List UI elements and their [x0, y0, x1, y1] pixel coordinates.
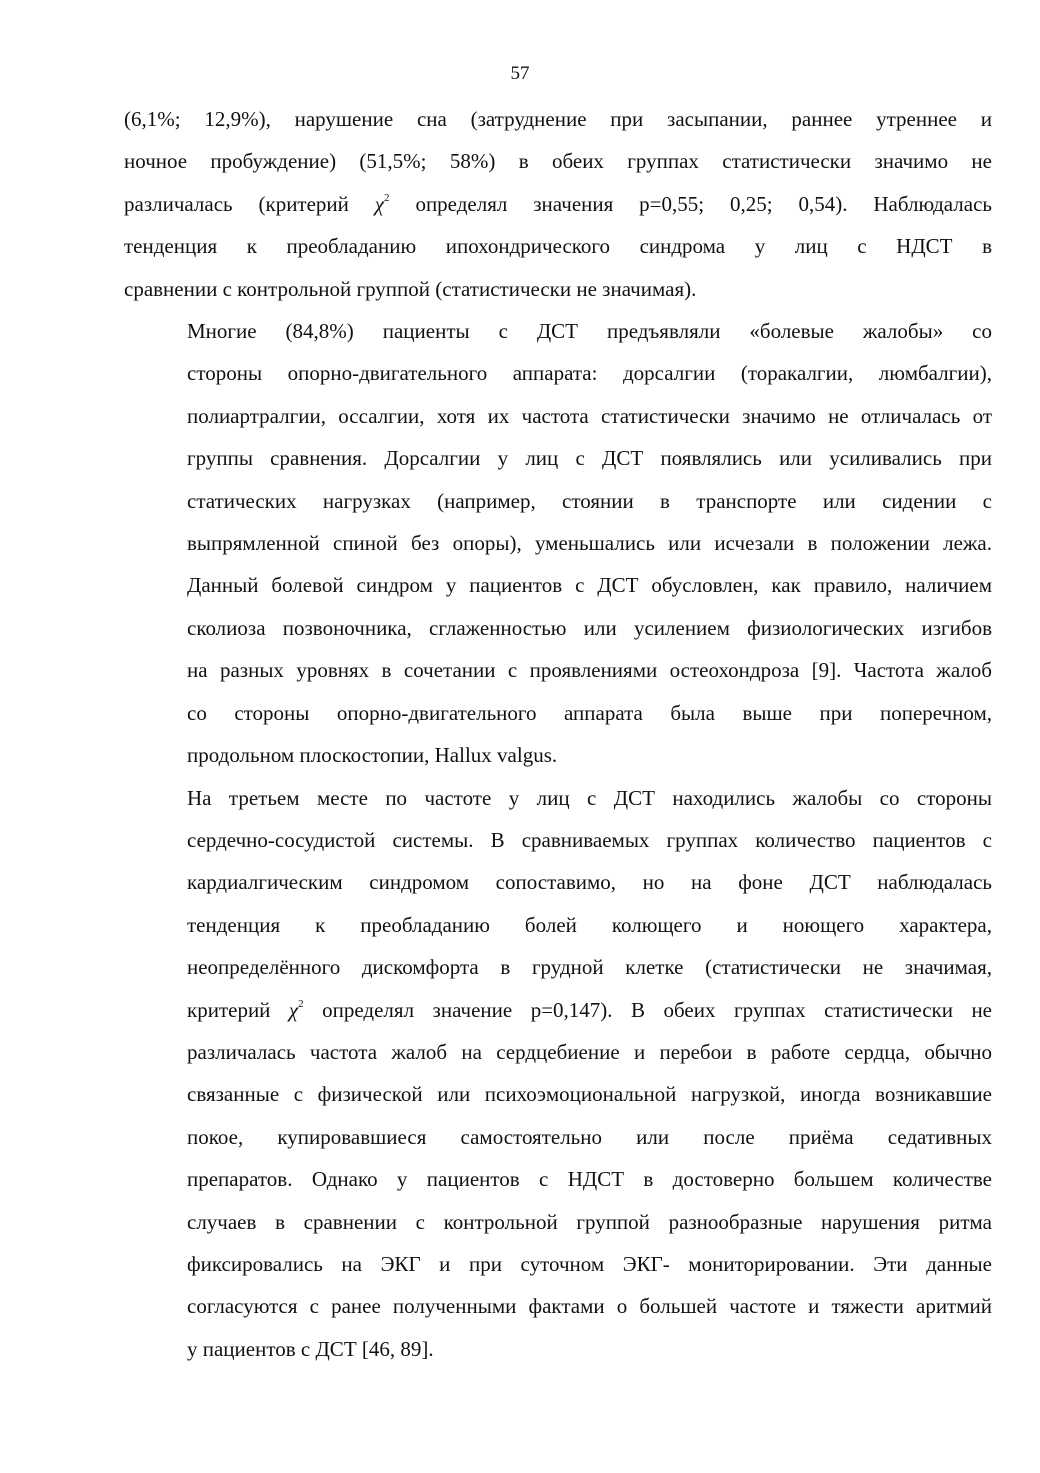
text-line: препаратов. Однако у пациентов с НДСТ в достоверно большем количестве — [187, 1167, 992, 1192]
text-line: сердечно-сосудистой системы. В сравниваемых группах количество пациентов с — [187, 827, 992, 852]
text-line: Данный болевой синдром у пациентов с ДСТ обусловлен, как правило, наличием — [187, 573, 992, 598]
text-line: фиксировались на ЭКГ и при суточном ЭКГ- мониторировании. Эти данные — [187, 1251, 992, 1276]
text-line: полиартралгии, оссалгии, хотя их частота статистически значимо не отличалась от — [187, 403, 992, 428]
paragraph-musculoskeletal-complaints — [124, 310, 992, 776]
superscript-exponent: 2 — [298, 997, 304, 1010]
text-line: статических нагрузках (например, стоянии в транспорте или сидении с — [187, 488, 992, 513]
text-line: тенденция к преобладанию ипохондрического синдрома у лиц с НДСТ в — [124, 234, 992, 259]
text-line: на разных уровнях в сочетании с проявлениями остеохондроза [9]. Частота жалоб — [187, 658, 992, 683]
paragraph-cardiovascular-complaints — [124, 777, 992, 1371]
text-line: покое, купировавшиеся самостоятельно или после приёма седативных — [187, 1124, 992, 1149]
text-line: со стороны опорно-двигательного аппарата была выше при поперечном, — [187, 700, 992, 725]
text-line: тенденция к преобладанию болей колющего и ноющего характера, — [187, 912, 992, 937]
text-line: ночное пробуждение) (51,5%; 58%) в обеих группах статистически значимо не — [124, 149, 992, 174]
text-line — [124, 989, 992, 1031]
page-body — [124, 98, 992, 1370]
text-line: стороны опорно-двигательного аппарата: дорсалгии (торакалгии, люмбалгии), — [187, 361, 992, 386]
text-line: На третьем месте по частоте у лиц с ДСТ находились жалобы со стороны — [187, 785, 992, 810]
page-number: 57 — [510, 63, 530, 84]
paragraph-psychological-complaints — [124, 98, 992, 310]
text-line: (6,1%; 12,9%), нарушение сна (затруднение при засыпании, раннее утреннее и — [124, 107, 992, 131]
text-line: согласуются с ранее полученными фактами о большей частоте и тяжести аритмий — [187, 1294, 992, 1319]
text-line: различалась частота жалоб на сердцебиение и перебои в работе сердца, обычно — [187, 1039, 992, 1064]
chi-symbol: χ — [374, 191, 385, 216]
text-line: сравнении с контрольной группой (статистически не значимая). — [124, 276, 697, 301]
text-line: выпрямленной спиной без опоры), уменьшались или исчезали в положении лежа. — [187, 531, 992, 556]
text-line: Многие (84,8%) пациенты с ДСТ предъявляли «болевые жалобы» со — [187, 319, 992, 344]
text-segment: различалась (критерий — [124, 191, 375, 216]
text-line: сколиоза позвоночника, сглаженностью или усилением физиологических изгибов — [187, 615, 992, 640]
text-line: кардиалгическим синдромом сопоставимо, но на фоне ДСТ наблюдалась — [187, 870, 992, 895]
text-line: неопределённого дискомфорта в грудной клетке (статистически не значимая, — [187, 955, 992, 980]
text-line: у пациентов с ДСТ [46, 89]. — [187, 1336, 434, 1361]
text-line: случаев в сравнении с контрольной группой разнообразные нарушения ритма — [187, 1209, 992, 1234]
text-line: связанные с физической или психоэмоциональной нагрузкой, иногда возникавшие — [187, 1082, 992, 1107]
chi-symbol: χ — [288, 997, 299, 1022]
text-line: группы сравнения. Дорсалгии у лиц с ДСТ появлялись или усиливались при — [187, 446, 992, 471]
text-segment: определял значения р=0,55; 0,25; 0,54). Наблюдалась — [389, 191, 992, 216]
text-segment: критерий — [187, 997, 289, 1022]
text-segment: определял значение р=0,147). В обеих группах статистически не — [303, 997, 992, 1022]
superscript-exponent: 2 — [384, 191, 390, 204]
text-line: продольном плоскостопии, Hallux valgus. — [187, 743, 558, 768]
text-line — [124, 183, 992, 225]
